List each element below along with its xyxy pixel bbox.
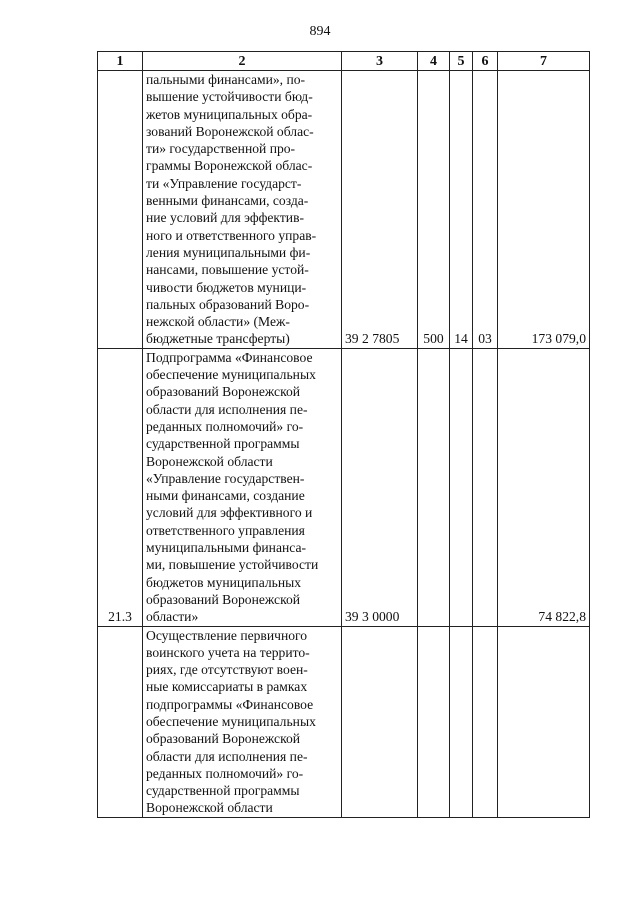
description-line: ние условий для эффектив- xyxy=(146,210,305,226)
description-line: области» xyxy=(146,609,199,625)
row-code: 39 3 0000 xyxy=(342,348,418,626)
row-col4 xyxy=(418,348,450,626)
description-line: ного и ответственного управ- xyxy=(146,227,317,243)
description-line: области для исполнения пе- xyxy=(146,401,308,417)
description-line: венными финансами, созда- xyxy=(146,193,309,209)
description-line: чивости бюджетов муници- xyxy=(146,279,307,295)
description-line: вышение устойчивости бюд- xyxy=(146,89,313,105)
description-line: граммы Воронежской облас- xyxy=(146,158,313,174)
row-col4: 500 xyxy=(418,71,450,349)
description-line: бюджетные трансферты) xyxy=(146,331,290,347)
column-header-1: 1 xyxy=(98,52,143,71)
row-col6 xyxy=(473,348,498,626)
description-line: обеспечение муниципальных xyxy=(146,367,316,383)
description-line: образований Воронежской xyxy=(146,384,301,400)
description-line: ления муниципальными фи- xyxy=(146,244,311,260)
description-line: ми, повышение устойчивости xyxy=(146,557,319,573)
description-line: Воронежской области xyxy=(146,453,273,469)
description-line: риях, где отсутствуют воен- xyxy=(146,662,308,678)
row-col5 xyxy=(450,348,473,626)
description-line: воинского учета на террито- xyxy=(146,644,310,660)
row-col5: 14 xyxy=(450,71,473,349)
row-amount: 173 079,0 xyxy=(498,71,590,349)
description-line: условий для эффективного и xyxy=(146,505,313,521)
description-line: обеспечение муниципальных xyxy=(146,713,316,729)
table-row xyxy=(98,348,590,626)
description-line: образований Воронежской xyxy=(146,591,301,607)
header-row xyxy=(98,52,590,71)
table-row xyxy=(98,626,590,817)
row-amount xyxy=(498,626,590,817)
row-col4 xyxy=(418,626,450,817)
description-line: подпрограммы «Финансовое xyxy=(146,696,314,712)
description-line: ные комиссариаты в рамках xyxy=(146,679,308,695)
table-row xyxy=(98,71,590,349)
page-number: 894 xyxy=(309,24,331,39)
description-line: пальных образований Воро- xyxy=(146,296,310,312)
row-number: 21.3 xyxy=(98,348,143,626)
description-line: образований Воронежской xyxy=(146,731,301,747)
description-line: Воронежской области xyxy=(146,800,273,816)
row-description xyxy=(143,626,342,817)
description-line: ти» государственной про- xyxy=(146,141,296,157)
row-number xyxy=(98,71,143,349)
column-header-3: 3 xyxy=(342,52,418,71)
description-line: ти «Управление государст- xyxy=(146,175,302,191)
description-line: ответственного управления xyxy=(146,522,305,538)
description-line: сударственной программы xyxy=(146,436,300,452)
column-header-2: 2 xyxy=(143,52,342,71)
description-line: «Управление государствен- xyxy=(146,470,305,486)
row-code: 39 2 7805 xyxy=(342,71,418,349)
column-header-5: 5 xyxy=(450,52,473,71)
row-description xyxy=(143,348,342,626)
description-line: зований Воронежской облас- xyxy=(146,123,314,139)
description-line: нежской области» (Меж- xyxy=(146,314,290,330)
budget-table xyxy=(97,51,590,818)
description-line: бюджетов муниципальных xyxy=(146,574,302,590)
description-line: сударственной программы xyxy=(146,783,300,799)
column-header-7: 7 xyxy=(498,52,590,71)
row-code xyxy=(342,626,418,817)
row-amount: 74 822,8 xyxy=(498,348,590,626)
column-header-4: 4 xyxy=(418,52,450,71)
description-line: Осуществление первичного xyxy=(146,627,308,643)
column-header-6: 6 xyxy=(473,52,498,71)
description-line: реданных полномочий» го- xyxy=(146,765,304,781)
description-text xyxy=(146,71,338,348)
description-line: Подпрограмма «Финансовое xyxy=(146,349,313,365)
description-line: муниципальными финанса- xyxy=(146,540,307,556)
description-line: реданных полномочий» го- xyxy=(146,418,304,434)
row-col6 xyxy=(473,626,498,817)
row-description xyxy=(143,71,342,349)
row-col5 xyxy=(450,626,473,817)
description-line: жетов муниципальных обра- xyxy=(146,106,313,122)
description-text xyxy=(146,349,338,626)
description-line: ными финансами, создание xyxy=(146,488,305,504)
row-number xyxy=(98,626,143,817)
description-text xyxy=(146,627,338,817)
description-line: нансами, повышение устой- xyxy=(146,262,309,278)
row-col6: 03 xyxy=(473,71,498,349)
description-line: пальными финансами», по- xyxy=(146,72,306,87)
description-line: области для исполнения пе- xyxy=(146,748,308,764)
